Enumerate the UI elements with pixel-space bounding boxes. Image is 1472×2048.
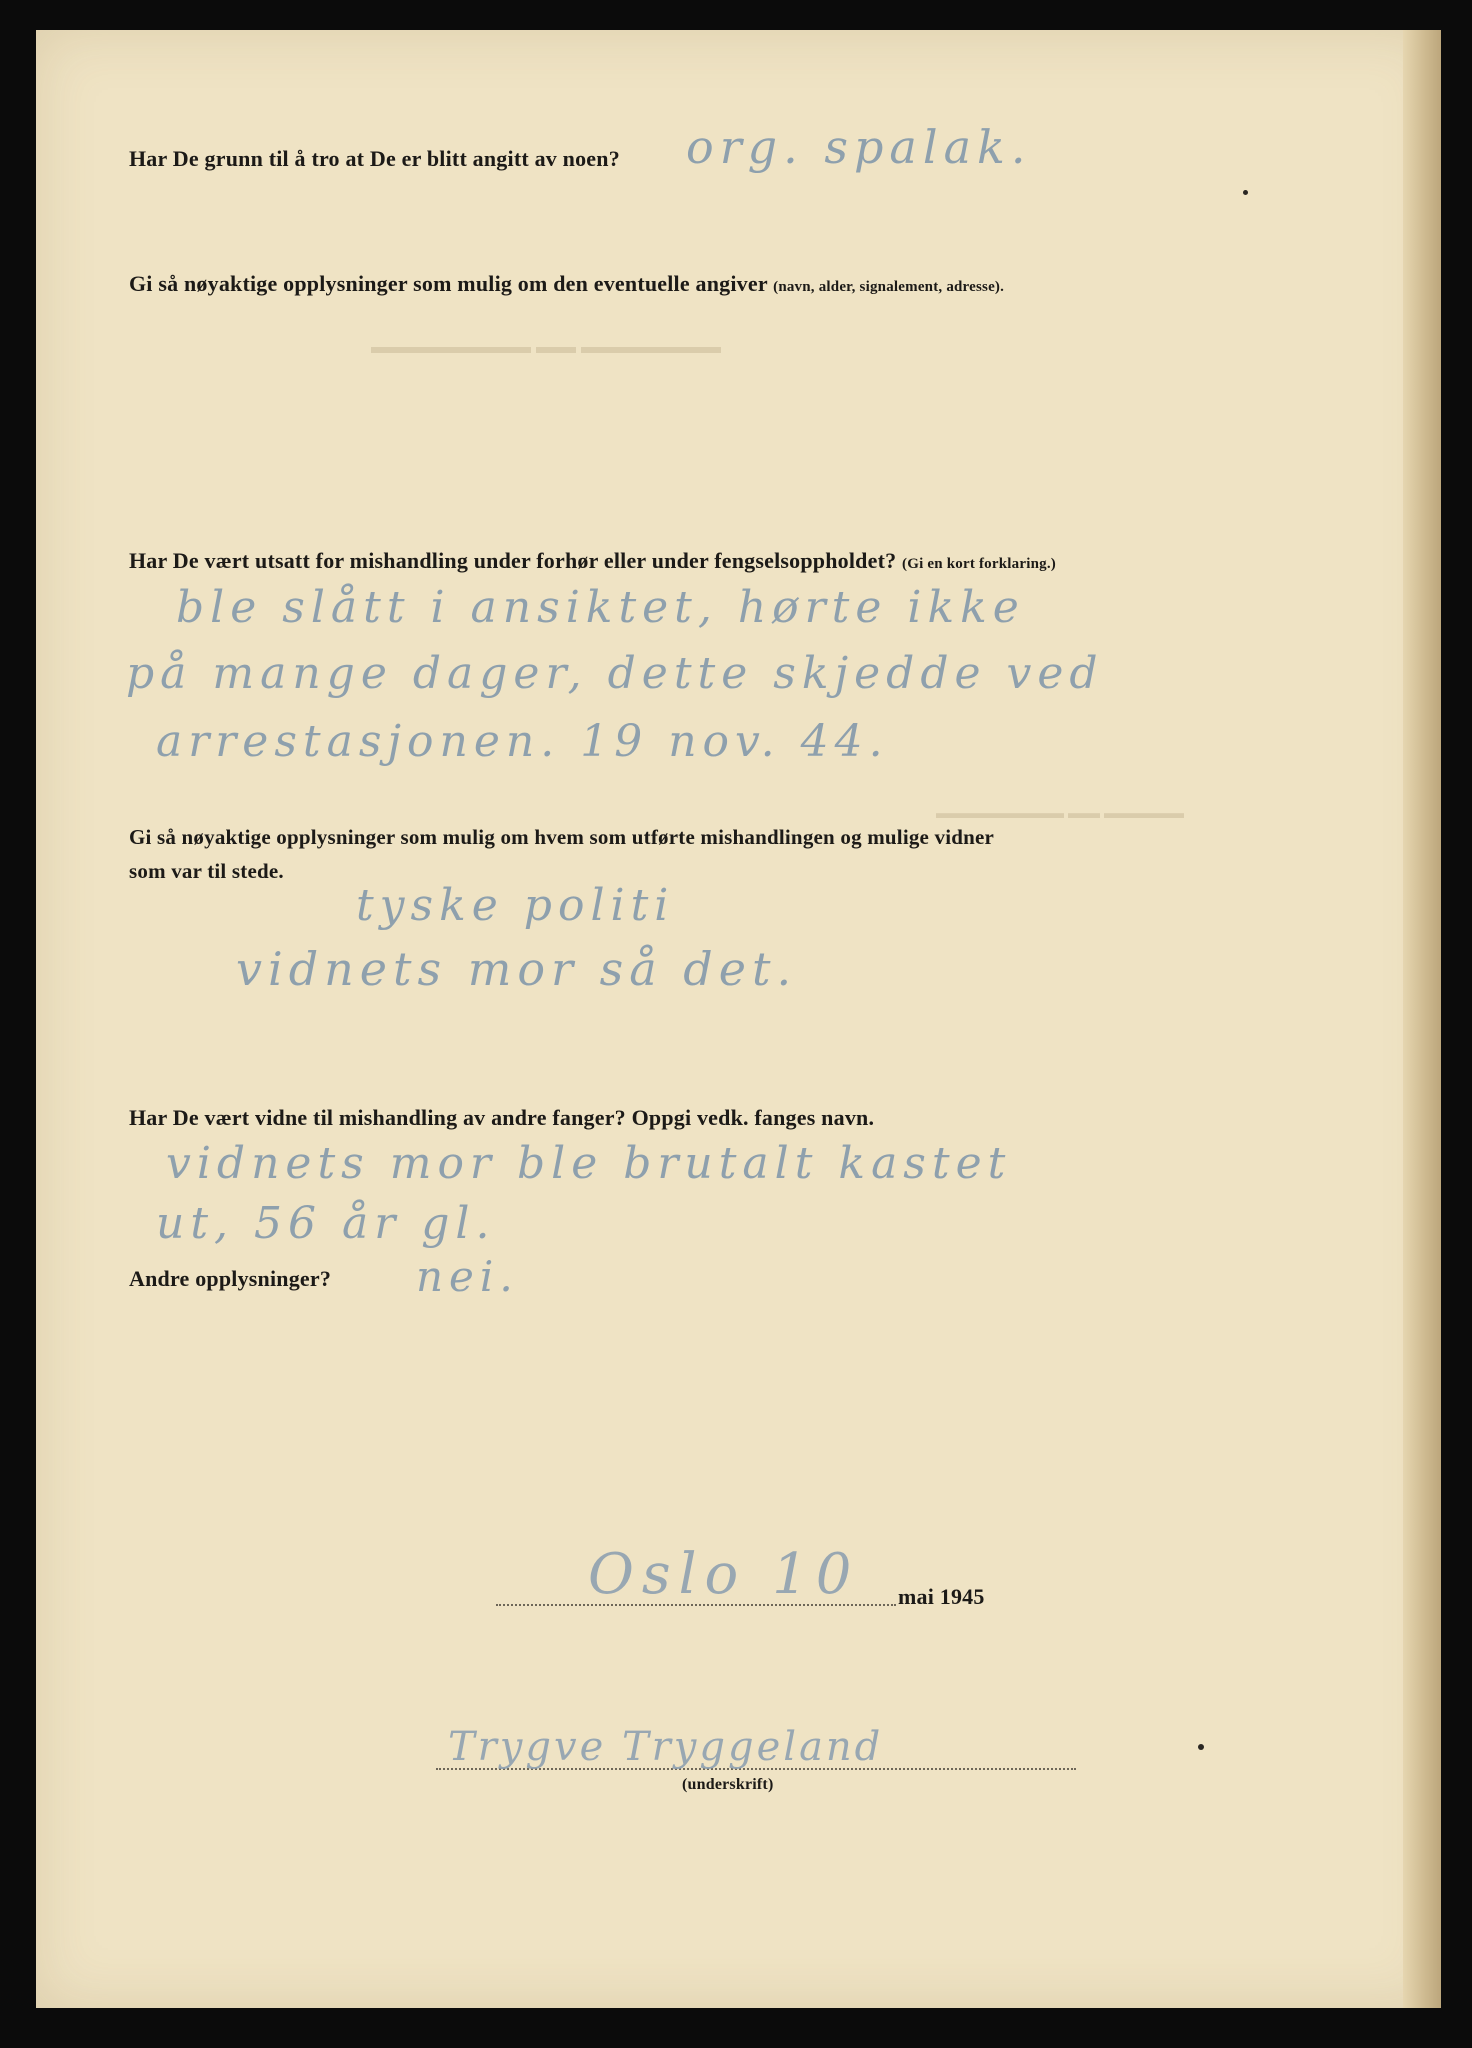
answer-other-information: nei. [416,1252,519,1301]
question-other-information: Andre opplysninger? [129,1266,332,1291]
signature: Trygve Tryggeland [448,1724,884,1770]
date-place-day: Oslo 10 [588,1542,860,1607]
answer-mistreatment-line-3: arrestasjonen. 19 nov. 44. [156,716,889,767]
question-denounced: Har De grunn til å tro at De er blitt angitt av noen? [129,146,620,171]
question-informer-hint: (navn, alder, signalement, adresse). [773,279,1005,295]
question-mistreatment [129,548,1056,574]
bleed-through-text: ▬▬▬▬▬ ▬▬ ▬▬▬▬▬▬▬▬ [936,805,1184,822]
bleed-through-text: ▬▬▬▬▬▬▬ ▬▬ ▬▬▬▬▬▬▬▬ [371,336,721,358]
answer-perpetrators-line-2: vidnets mor så det. [236,942,798,996]
ink-speck [1198,1744,1204,1750]
page-spine-shadow [1403,30,1441,2008]
question-perpetrators-line-1: Gi så nøyaktige opplysninger som mulig om hvem som utførte mishandlingen og mulige vidner [129,825,995,849]
question-mistreatment-main: Har De vært utsatt for mishandling under forhør eller under fengselsoppholdet? [129,548,897,573]
question-mistreatment-hint: (Gi en kort forklaring.) [902,556,1056,572]
answer-mistreatment-line-2: på mange dager, dette skjedde ved [126,648,1104,699]
question-witnessed-mistreatment: Har De vært vidne til mishandling av andre fanger? Oppgi vedk. fanges navn. [129,1105,875,1130]
question-informer-details [129,271,1004,297]
answer-mistreatment-line-1: ble slått i ansiktet, hørte ikke [176,582,1025,633]
question-informer-main: Gi så nøyaktige opplysninger som mulig om den eventuelle angiver [129,271,768,296]
question-perpetrators-line-2: som var til stede. [129,859,284,883]
answer-witnessed-line-1: vidnets mor ble brutalt kastet [166,1138,1012,1189]
signature-label: (underskrift) [682,1776,774,1793]
date-month-year: mai 1945 [898,1584,985,1609]
answer-perpetrators-line-1: tyske politi [356,880,675,931]
ink-speck [1243,190,1248,195]
answer-witnessed-line-2: ut, 56 år gl. [156,1198,496,1249]
answer-denounced: org. spalak. [686,120,1032,174]
form-page [36,30,1441,2008]
